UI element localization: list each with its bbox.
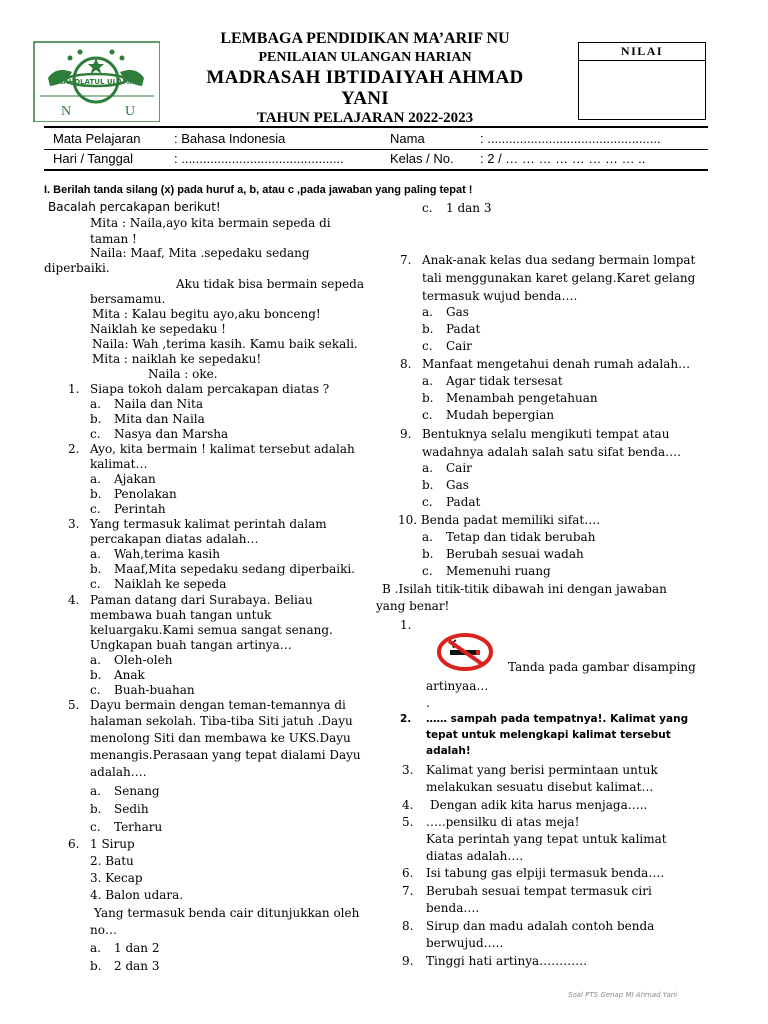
info-row-date <box>44 151 708 169</box>
option-text[interactable]: 2 dan 3 <box>114 959 160 973</box>
question-text: tepat untuk melengkapi kalimat tersebut <box>426 729 671 741</box>
option-text[interactable]: Terharu <box>114 820 163 834</box>
option-text[interactable]: 1 dan 2 <box>114 941 160 955</box>
question-text: …… sampah pada tempatnya!. Kalimat yang <box>426 713 689 725</box>
question-text: Ungkapan buah tangan artinya… <box>90 638 292 652</box>
option-text[interactable]: Gas <box>446 478 469 492</box>
dialogue-line: Naila: Maaf, Mita .sepedaku sedang <box>90 246 310 260</box>
logo-text: NAHDLATUL ULAMA <box>57 78 135 86</box>
option-text[interactable]: Mudah bepergian <box>446 408 555 422</box>
option-letter: b. <box>90 487 102 501</box>
question-text: Isi tabung gas elpiji termasuk benda…. <box>426 866 665 880</box>
question-text: diatas adalah…. <box>426 849 524 863</box>
option-letter: a. <box>90 653 101 667</box>
header-school-name-cont: YANI <box>340 88 389 109</box>
option-letter: c. <box>422 408 433 422</box>
question-text: tali menggunakan karet gelang.Karet gelang <box>422 271 696 285</box>
class-label: Kelas / No. <box>390 151 454 166</box>
header-school-name: MADRASAH IBTIDAIYAH AHMAD <box>206 67 524 88</box>
question-text: no… <box>90 923 117 937</box>
option-text[interactable]: Buah-buahan <box>114 683 195 697</box>
dialogue-line: Naila: Wah ,terima kasih. Kamu baik sekali. <box>92 337 358 351</box>
header-academic-year: TAHUN PELAJARAN 2022-2023 <box>256 110 474 126</box>
question-text: adalah…. <box>90 765 147 779</box>
info-row-subject <box>44 131 708 149</box>
dialogue-line: bersamamu. <box>90 292 166 306</box>
option-letter: c. <box>422 564 433 578</box>
question-text: percakapan diatas adalah… <box>90 532 259 546</box>
name-field[interactable]: : ................................................ <box>480 131 661 146</box>
answer-blank[interactable]: . <box>426 696 430 710</box>
option-letter: b. <box>422 391 434 405</box>
question-text: Tanda pada gambar disamping <box>508 660 696 674</box>
question-text: Ayo, kita bermain ! kalimat tersebut adalah <box>90 442 355 456</box>
question-text: Bentuknya selalu mengikuti tempat atau <box>422 427 670 441</box>
option-letter: c. <box>90 502 101 516</box>
question-number: 1. <box>400 618 412 632</box>
question-text: wadahnya adalah salah satu sifat benda…. <box>422 445 681 459</box>
option-text[interactable]: Mita dan Naila <box>114 412 205 426</box>
question-number: 5. <box>68 698 80 712</box>
option-text[interactable]: Padat <box>446 322 481 336</box>
question-number: 2. <box>400 713 412 725</box>
option-letter: c. <box>90 427 101 441</box>
header-divider <box>44 126 708 128</box>
question-number: 6. <box>68 837 80 851</box>
question-number: 4. <box>68 593 80 607</box>
question-text: 3. Kecap <box>90 871 143 885</box>
dialogue-line: Mita : Kalau begitu ayo,aku bonceng! <box>92 307 321 321</box>
option-text[interactable]: Agar tidak tersesat <box>446 374 563 388</box>
question-number: 3. <box>402 763 414 777</box>
question-text: Siapa tokoh dalam percakapan diatas ? <box>90 382 330 396</box>
section-b-instruction: B .Isilah titik-titik dibawah ini dengan jawaban <box>382 582 667 596</box>
question-number: 8. <box>400 357 412 371</box>
question-text: adalah! <box>426 745 471 757</box>
question-text: Manfaat mengetahui denah rumah adalah… <box>422 357 691 371</box>
question-text: melakukan sesuatu disebut kalimat… <box>426 780 654 794</box>
info-divider <box>44 149 708 150</box>
option-letter: a. <box>422 530 433 544</box>
option-letter: b. <box>90 412 102 426</box>
question-text: Anak-anak kelas dua sedang bermain lompat <box>422 253 696 267</box>
dialogue-line: Naiklah ke sepedaku ! <box>90 322 227 336</box>
dialogue-line: Mita : Naila,ayo kita bermain sepeda di <box>90 216 331 230</box>
subject-value: : Bahasa Indonesia <box>174 131 286 146</box>
option-letter: c. <box>422 201 433 215</box>
question-text: 4. Balon udara. <box>90 888 184 902</box>
question-number: 9. <box>400 427 412 441</box>
option-text[interactable]: Maaf,Mita sepedaku sedang diperbaiki. <box>114 562 355 576</box>
option-letter: b. <box>422 547 434 561</box>
question-text: 10. Benda padat memiliki sifat…. <box>398 513 601 527</box>
question-text: membawa buah tangan untuk <box>90 608 272 622</box>
section-b-instruction-cont: yang benar! <box>376 599 450 613</box>
subject-label: Mata Pelajaran <box>53 131 141 146</box>
option-text[interactable]: Cair <box>446 339 472 353</box>
option-letter: a. <box>90 472 101 486</box>
date-field[interactable]: : ............................................. <box>174 151 344 166</box>
question-number: 7. <box>400 253 412 267</box>
question-text: Paman datang dari Surabaya. Beliau <box>90 593 313 607</box>
question-text: 1 Sirup <box>90 837 135 851</box>
question-text: Tinggi hati artinya………… <box>426 954 588 968</box>
option-text[interactable]: Perintah <box>114 502 166 516</box>
option-text[interactable]: Anak <box>114 668 145 682</box>
option-letter: a. <box>90 397 101 411</box>
logo-letter-u: U <box>124 104 136 119</box>
option-letter: a. <box>422 305 433 319</box>
question-number: 9. <box>402 954 414 968</box>
section-i-instruction: I. Berilah tanda silang (x) pada huruf a, b, atau c ,pada jawaban yang paling tepat ! <box>44 184 473 196</box>
question-text: berwujud….. <box>426 936 504 950</box>
option-text[interactable]: Naiklah ke sepeda <box>114 577 227 591</box>
option-text[interactable]: Tetap dan tidak berubah <box>446 530 596 544</box>
header-exam-title: PENILAIAN ULANGAN HARIAN <box>258 50 472 65</box>
question-text: menangis.Perasaan yang tepat dialami Dayu <box>90 748 361 762</box>
option-letter: b. <box>90 802 102 816</box>
option-letter: a. <box>90 784 101 798</box>
dialogue-line: Naila : oke. <box>148 367 218 381</box>
question-text: Sirup dan madu adalah contoh benda <box>426 919 655 933</box>
score-box[interactable] <box>578 42 706 120</box>
no-smoking-icon <box>436 632 494 672</box>
question-number: 1. <box>68 382 80 396</box>
option-text[interactable]: Sedih <box>114 802 149 816</box>
option-letter: a. <box>90 941 101 955</box>
option-letter: b. <box>422 478 434 492</box>
question-text: halaman sekolah. Tiba-tiba Siti jatuh .Dayu <box>90 714 353 728</box>
dialogue-line: Aku tidak bisa bermain sepeda <box>176 277 365 291</box>
header-institution: LEMBAGA PENDIDIKAN MA’ARIF NU <box>220 30 510 47</box>
option-text[interactable]: Wah,terima kasih <box>114 547 220 561</box>
option-letter: b. <box>90 668 102 682</box>
question-text: Yang termasuk benda cair ditunjukkan oleh <box>94 906 360 920</box>
logo-letter-n: N <box>60 104 72 119</box>
option-text[interactable]: Berubah sesuai wadah <box>446 547 584 561</box>
info-bottom-rule <box>44 169 708 171</box>
option-text[interactable]: Menambah pengetahuan <box>446 391 598 405</box>
option-letter: c. <box>90 820 101 834</box>
question-text: kalimat… <box>90 457 148 471</box>
question-text: Kata perintah yang tepat untuk kalimat <box>426 832 667 846</box>
option-letter: a. <box>90 547 101 561</box>
nahdlatul-ulama-logo <box>26 38 160 122</box>
question-number: 6. <box>402 866 414 880</box>
question-text: Kalimat yang berisi permintaan untuk <box>426 763 658 777</box>
question-number: 4. <box>402 798 414 812</box>
option-letter: b. <box>90 959 102 973</box>
option-text[interactable]: Cair <box>446 461 472 475</box>
question-text: …..pensilku di atas meja! <box>426 815 580 829</box>
question-text: artinyaa… <box>426 679 489 693</box>
option-text[interactable]: 1 dan 3 <box>446 201 492 215</box>
option-letter: a. <box>422 461 433 475</box>
dialogue-line: taman ! <box>90 232 137 246</box>
question-text: 2. Batu <box>90 854 134 868</box>
option-text[interactable]: Ajakan <box>114 472 156 486</box>
name-label: Nama <box>390 131 425 146</box>
question-text: benda…. <box>426 901 480 915</box>
question-text: menolong Siti dan membawa ke UKS.Dayu <box>90 731 351 745</box>
question-text: Dengan adik kita harus menjaga….. <box>430 798 648 812</box>
question-text: termasuk wujud benda…. <box>422 289 578 303</box>
option-text[interactable]: Memenuhi ruang <box>446 564 551 578</box>
option-letter: b. <box>90 562 102 576</box>
dialogue-line: Mita : naiklah ke sepedaku! <box>92 352 262 366</box>
option-text[interactable]: Gas <box>446 305 469 319</box>
option-text[interactable]: Senang <box>114 784 160 798</box>
option-text[interactable]: Padat <box>446 495 481 509</box>
option-letter: c. <box>422 339 433 353</box>
question-number: 2. <box>68 442 80 456</box>
option-letter: a. <box>422 374 433 388</box>
option-letter: c. <box>422 495 433 509</box>
question-text: Dayu bermain dengan teman-temannya di <box>90 698 346 712</box>
question-number: 8. <box>402 919 414 933</box>
question-text: keluargaku.Kami semua sangat senang. <box>90 623 333 637</box>
score-label: NILAI <box>579 43 705 61</box>
option-text[interactable]: Penolakan <box>114 487 177 501</box>
option-text[interactable]: Oleh-oleh <box>114 653 173 667</box>
question-number: 7. <box>402 884 414 898</box>
question-number: 3. <box>68 517 80 531</box>
class-field[interactable]: : 2 / … … … … … … … … .. <box>480 151 646 166</box>
option-text[interactable]: Naila dan Nita <box>114 397 203 411</box>
page-footer: Soal PTS Genap MI Ahmad Yani <box>568 991 678 999</box>
question-number: 5. <box>402 815 414 829</box>
dialogue-line: diperbaiki. <box>44 261 110 275</box>
option-letter: b. <box>422 322 434 336</box>
question-text: Berubah sesuai tempat termasuk ciri <box>426 884 652 898</box>
dialogue-intro: Bacalah percakapan berikut! <box>48 200 221 214</box>
question-text: Yang termasuk kalimat perintah dalam <box>90 517 327 531</box>
option-text[interactable]: Nasya dan Marsha <box>114 427 229 441</box>
option-letter: c. <box>90 577 101 591</box>
date-label: Hari / Tanggal <box>53 151 133 166</box>
option-letter: c. <box>90 683 101 697</box>
